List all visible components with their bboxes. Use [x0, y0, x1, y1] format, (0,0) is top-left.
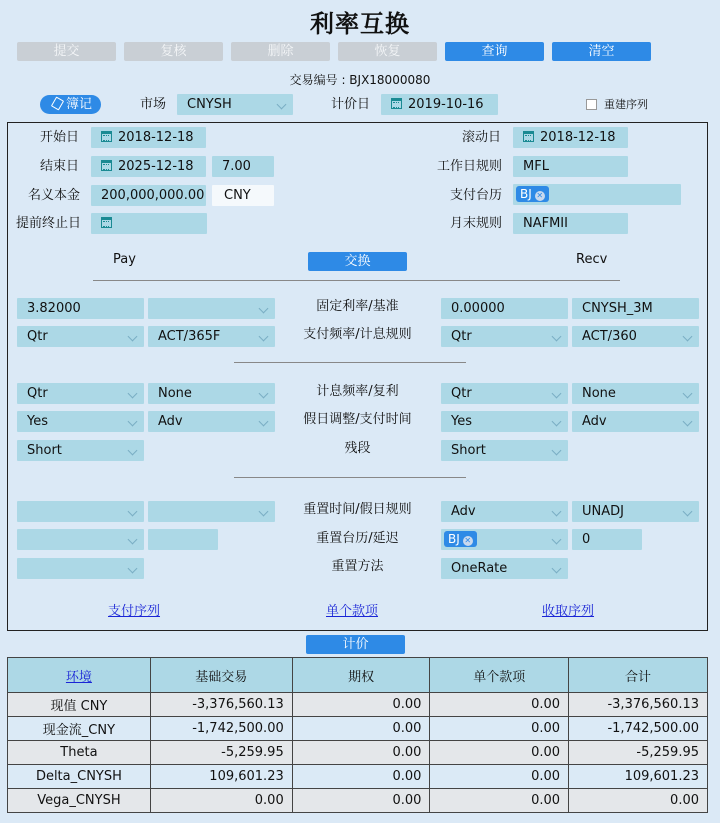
table-cell: 0.00 — [292, 717, 430, 741]
table-row — [8, 765, 708, 789]
edit-icon — [51, 96, 64, 110]
chevron-down-icon — [128, 332, 138, 342]
chevron-down-icon — [128, 446, 138, 456]
clear-button[interactable]: 清空 — [552, 42, 651, 61]
reset-time-holiday-rule-label: 重置时间/假日规则 — [303, 502, 412, 517]
query-button[interactable]: 查询 — [445, 42, 544, 61]
row-label: 现金流_CNY — [8, 717, 151, 741]
row-label: Vega_CNYSH — [8, 789, 151, 813]
row-label: Theta — [8, 741, 151, 765]
pay-holiday-adjust-select[interactable]: Yes — [17, 411, 144, 432]
pay-reset-rule-select[interactable] — [148, 501, 275, 522]
recv-stub-select[interactable]: Short — [441, 440, 568, 461]
table-header-row — [8, 658, 708, 693]
table-row — [8, 717, 708, 741]
remove-tag-icon[interactable]: ✕ — [464, 536, 472, 545]
chevron-down-icon — [552, 417, 562, 427]
market-select[interactable]: CNYSH — [177, 94, 293, 115]
recv-frequency-select[interactable]: Qtr — [441, 326, 568, 347]
recv-compounding-select[interactable]: None — [572, 383, 699, 404]
table-cell: 0.00 — [569, 789, 708, 813]
calendar-icon — [391, 98, 402, 109]
rebuild-schedule-label: 重建序列 — [604, 98, 648, 111]
table-cell: 0.00 — [292, 741, 430, 765]
column-header-total: 合计 — [569, 658, 708, 693]
currency-field[interactable]: CNY — [212, 185, 274, 206]
chevron-down-icon — [128, 417, 138, 427]
page-title: 利率互换 — [310, 10, 410, 38]
recv-reset-calendar-select[interactable] — [441, 529, 568, 550]
row-label: 现值 CNY — [8, 693, 151, 717]
recv-rate-input[interactable]: 0.00000 — [441, 298, 568, 319]
payment-calendar-label: 支付台历 — [450, 188, 503, 203]
valuation-date-picker[interactable]: 2019-10-16 — [381, 94, 498, 115]
table-cell: 0.00 — [430, 693, 569, 717]
divider — [93, 280, 620, 281]
chevron-down-icon — [683, 389, 693, 399]
row-label: Delta_CNYSH — [8, 765, 151, 789]
pay-fixed-rate-input[interactable]: 3.82000 — [17, 298, 144, 319]
reset-calendar-delay-label: 重置台历/延迟 — [316, 531, 399, 546]
table-cell: 0.00 — [430, 717, 569, 741]
table-cell: 109,601.23 — [150, 765, 292, 789]
end-of-month-rule-label: 月末规则 — [450, 216, 503, 231]
pay-stub-select[interactable]: Short — [17, 440, 144, 461]
calendar-icon — [101, 160, 112, 171]
chevron-down-icon — [277, 100, 287, 110]
pay-schedule-link[interactable]: 支付序列 — [108, 604, 161, 619]
end-date-label: 结束日 — [40, 159, 80, 174]
recv-calc-frequency-select[interactable]: Qtr — [441, 383, 568, 404]
start-date-picker[interactable]: 2018-12-18 — [91, 127, 206, 148]
valuation-date-label: 计价日 — [331, 97, 371, 112]
frequency-daycount-label: 支付频率/计息规则 — [303, 327, 412, 342]
chevron-down-icon — [128, 507, 138, 517]
pay-index-select[interactable] — [148, 298, 275, 319]
pay-leg-label: Pay — [113, 252, 136, 267]
table-cell: -5,259.95 — [569, 741, 708, 765]
chevron-down-icon — [259, 304, 269, 314]
early-termination-label: 提前终止日 — [16, 216, 82, 231]
column-header-underlying: 基础交易 — [150, 658, 292, 693]
recv-reset-delay-input[interactable]: 0 — [572, 529, 642, 550]
table-cell: 0.00 — [292, 765, 430, 789]
calendar-icon — [101, 217, 112, 228]
chevron-down-icon — [259, 389, 269, 399]
chevron-down-icon — [552, 535, 562, 545]
recv-reset-rule-select[interactable]: UNADJ — [572, 501, 699, 522]
calendar-tag: BJ ✕ — [444, 531, 477, 547]
column-header-environment[interactable]: 环境 — [8, 658, 151, 693]
pay-frequency-select[interactable]: Qtr — [17, 326, 144, 347]
calendar-tag: BJ ✕ — [516, 186, 549, 202]
pay-calc-frequency-select[interactable]: Qtr — [17, 383, 144, 404]
roll-date-picker[interactable]: 2018-12-18 — [513, 127, 628, 148]
table-cell: 0.00 — [292, 693, 430, 717]
notional-label: 名义本金 — [28, 188, 81, 203]
divider — [234, 362, 466, 363]
business-day-rule-label: 工作日规则 — [437, 159, 503, 174]
chevron-down-icon — [552, 507, 562, 517]
end-of-month-rule-select[interactable]: NAFMII — [513, 213, 628, 234]
table-cell: 109,601.23 — [569, 765, 708, 789]
recv-daycount-select[interactable]: ACT/360 — [572, 326, 699, 347]
chevron-down-icon — [552, 332, 562, 342]
chevron-down-icon — [683, 417, 693, 427]
pay-payment-time-select[interactable]: Adv — [148, 411, 275, 432]
table-cell: 0.00 — [430, 741, 569, 765]
recv-schedule-link[interactable]: 收取序列 — [542, 604, 595, 619]
pay-reset-calendar-select[interactable] — [17, 529, 144, 550]
recv-leg-label: Recv — [576, 252, 608, 267]
pricing-button[interactable]: 计价 — [306, 635, 405, 654]
divider — [234, 477, 466, 478]
recv-holiday-adjust-select[interactable]: Yes — [441, 411, 568, 432]
roll-date-label: 滚动日 — [462, 130, 502, 145]
submit-button[interactable]: 提交 — [17, 42, 116, 61]
calendar-icon — [101, 131, 112, 142]
table-row — [8, 789, 708, 813]
column-header-single-flow: 单个款项 — [430, 658, 569, 693]
notional-input[interactable]: 200,000,000.00 — [91, 185, 206, 206]
chevron-down-icon — [259, 332, 269, 342]
table-row — [8, 693, 708, 717]
table-cell: 0.00 — [150, 789, 292, 813]
chevron-down-icon — [128, 535, 138, 545]
early-termination-date-picker[interactable] — [91, 213, 207, 234]
calendar-icon — [523, 131, 534, 142]
table-cell: -1,742,500.00 — [150, 717, 292, 741]
recv-index-select[interactable]: CNYSH_3M — [572, 298, 699, 319]
chevron-down-icon — [259, 507, 269, 517]
end-date-picker[interactable]: 2025-12-18 — [91, 156, 206, 177]
chevron-down-icon — [552, 564, 562, 574]
chevron-down-icon — [128, 564, 138, 574]
swap-legs-button[interactable]: 交换 — [308, 252, 407, 271]
table-cell: -5,259.95 — [150, 741, 292, 765]
tenor-input[interactable]: 7.00 — [212, 156, 274, 177]
pricing-results-table — [7, 657, 708, 813]
trade-number: 交易编号 : BJX18000080 — [289, 73, 431, 87]
column-header-option: 期权 — [292, 658, 430, 693]
booking-button[interactable]: 簿记 — [40, 95, 101, 114]
holiday-payment-time-label: 假日调整/支付时间 — [303, 412, 412, 427]
chevron-down-icon — [552, 446, 562, 456]
pay-reset-time-select[interactable] — [17, 501, 144, 522]
rebuild-schedule-checkbox[interactable] — [586, 99, 597, 110]
recv-reset-method-select[interactable]: OneRate — [441, 558, 568, 579]
chevron-down-icon — [259, 417, 269, 427]
start-date-label: 开始日 — [40, 130, 80, 145]
table-cell: -3,376,560.13 — [569, 693, 708, 717]
recv-payment-time-select[interactable]: Adv — [572, 411, 699, 432]
chevron-down-icon — [683, 507, 693, 517]
table-cell: -3,376,560.13 — [150, 693, 292, 717]
table-cell: -1,742,500.00 — [569, 717, 708, 741]
delete-button[interactable]: 删除 — [231, 42, 330, 61]
fixed-rate-basis-label: 固定利率/基准 — [316, 299, 399, 314]
pay-compounding-select[interactable]: None — [148, 383, 275, 404]
pay-reset-delay-input[interactable] — [148, 529, 218, 550]
table-row — [8, 741, 708, 765]
table-cell: 0.00 — [430, 789, 569, 813]
chevron-down-icon — [128, 389, 138, 399]
restore-button[interactable]: 恢复 — [338, 42, 437, 61]
chevron-down-icon — [552, 389, 562, 399]
table-cell: 0.00 — [430, 765, 569, 789]
recv-reset-time-select[interactable]: Adv — [441, 501, 568, 522]
calc-frequency-compounding-label: 计息频率/复利 — [316, 384, 399, 399]
stub-label: 残段 — [344, 441, 371, 456]
reset-method-label: 重置方法 — [331, 559, 384, 574]
table-cell: 0.00 — [292, 789, 430, 813]
chevron-down-icon — [683, 332, 693, 342]
market-label: 市场 — [140, 97, 167, 112]
review-button[interactable]: 复核 — [124, 42, 223, 61]
payment-calendar-select[interactable] — [513, 184, 681, 205]
business-day-rule-select[interactable]: MFL — [513, 156, 628, 177]
single-flow-link[interactable]: 单个款项 — [326, 604, 379, 619]
pay-reset-method-select[interactable] — [17, 558, 144, 579]
pay-daycount-select[interactable]: ACT/365F — [148, 326, 275, 347]
remove-tag-icon[interactable]: ✕ — [536, 191, 544, 200]
